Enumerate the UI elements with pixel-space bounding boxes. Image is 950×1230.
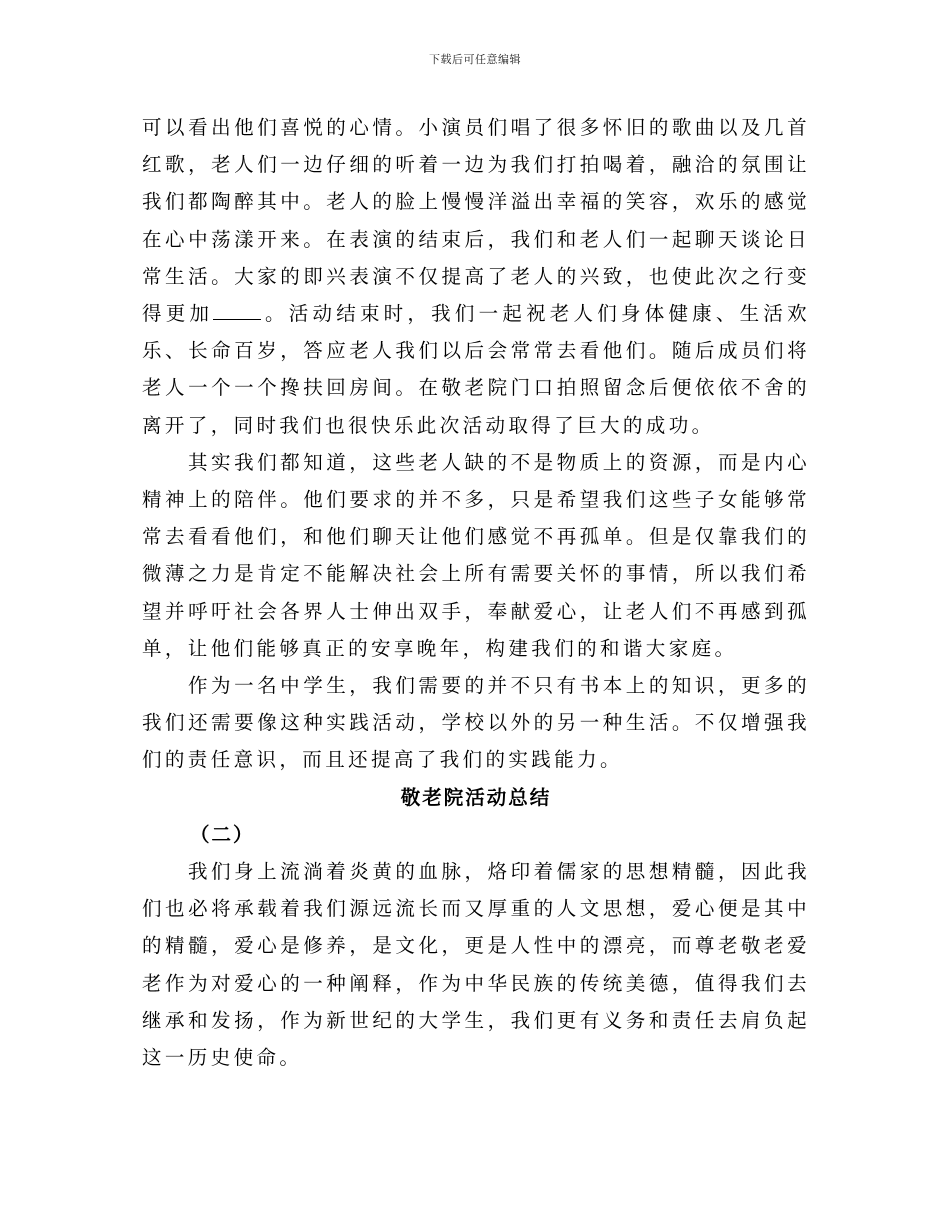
subsection-number: （二） (190, 822, 255, 846)
paragraph-performance (142, 109, 810, 444)
paragraph-student-reflection: 作为一名中学生，我们需要的并不只有书本上的知识，更多的我们还需要像这种实践活动，学校以外的另一种生活。不仅增强我们的责任意识，而且还提高了我们的实践能力。 (142, 674, 810, 772)
paragraph-text-after-blank: 。活动结束时，我们一起祝老人们身体健康、生活欢乐、长命百岁，答应老人我们以后会常常去看他们。随后成员们将老人一个一个搀扶回房间。在敬老院门口拍照留念后便依依不舍的离开了，同时我们也很快乐此次活动取得了巨大的成功。 (142, 302, 811, 437)
paragraph-tradition: 我们身上流淌着炎黄的血脉，烙印着儒家的思想精髓，因此我们也必将承载着我们源远流长而又厚重的人文思想，爱心便是其中的精髓，爱心是修养，是文化，更是人性中的漂亮，而尊老敬老爱老作为对爱心的一种阐释，作为中华民族的传统美德，值得我们去继承和发扬，作为新世纪的大学生，我们更有义务和责任去肩负起这一历史使命。 (142, 860, 810, 1070)
paragraph-text-before-blank: 可以看出他们喜悦的心情。小演员们唱了很多怀旧的歌曲以及几首红歌，老人们一边仔细的听着一边为我们打拍喝着，融洽的氛围让我们都陶醉其中。老人的脸上慢慢洋溢出幸福的笑容，欢乐的感觉在心中荡漾开来。在表演的结束后，我们和老人们一起聊天谈论日常生活。大家的即兴表演不仅提高了老人的兴致，也使此次之行变得更加 (142, 116, 810, 326)
fill-in-blank (213, 318, 261, 320)
document-body (142, 109, 810, 1076)
page-header: 下载后可任意编辑 (429, 53, 521, 66)
paragraph-spiritual-companionship: 其实我们都知道，这些老人缺的不是物质上的资源，而是内心精神上的陪伴。他们要求的并不多，只是希望我们这些子女能够常常去看看他们，和他们聊天让他们感觉不再孤单。但是仅靠我们的微薄之力是肯定不能解决社会上所有需要关怀的事情，所以我们希望并呼吁社会各界人士伸出双手，奉献爱心，让老人们不再感到孤单，让他们能够真正的安享晚年，构建我们的和谐大家庭。 (142, 450, 810, 660)
section-title: 敬老院活动总结 (400, 785, 552, 809)
